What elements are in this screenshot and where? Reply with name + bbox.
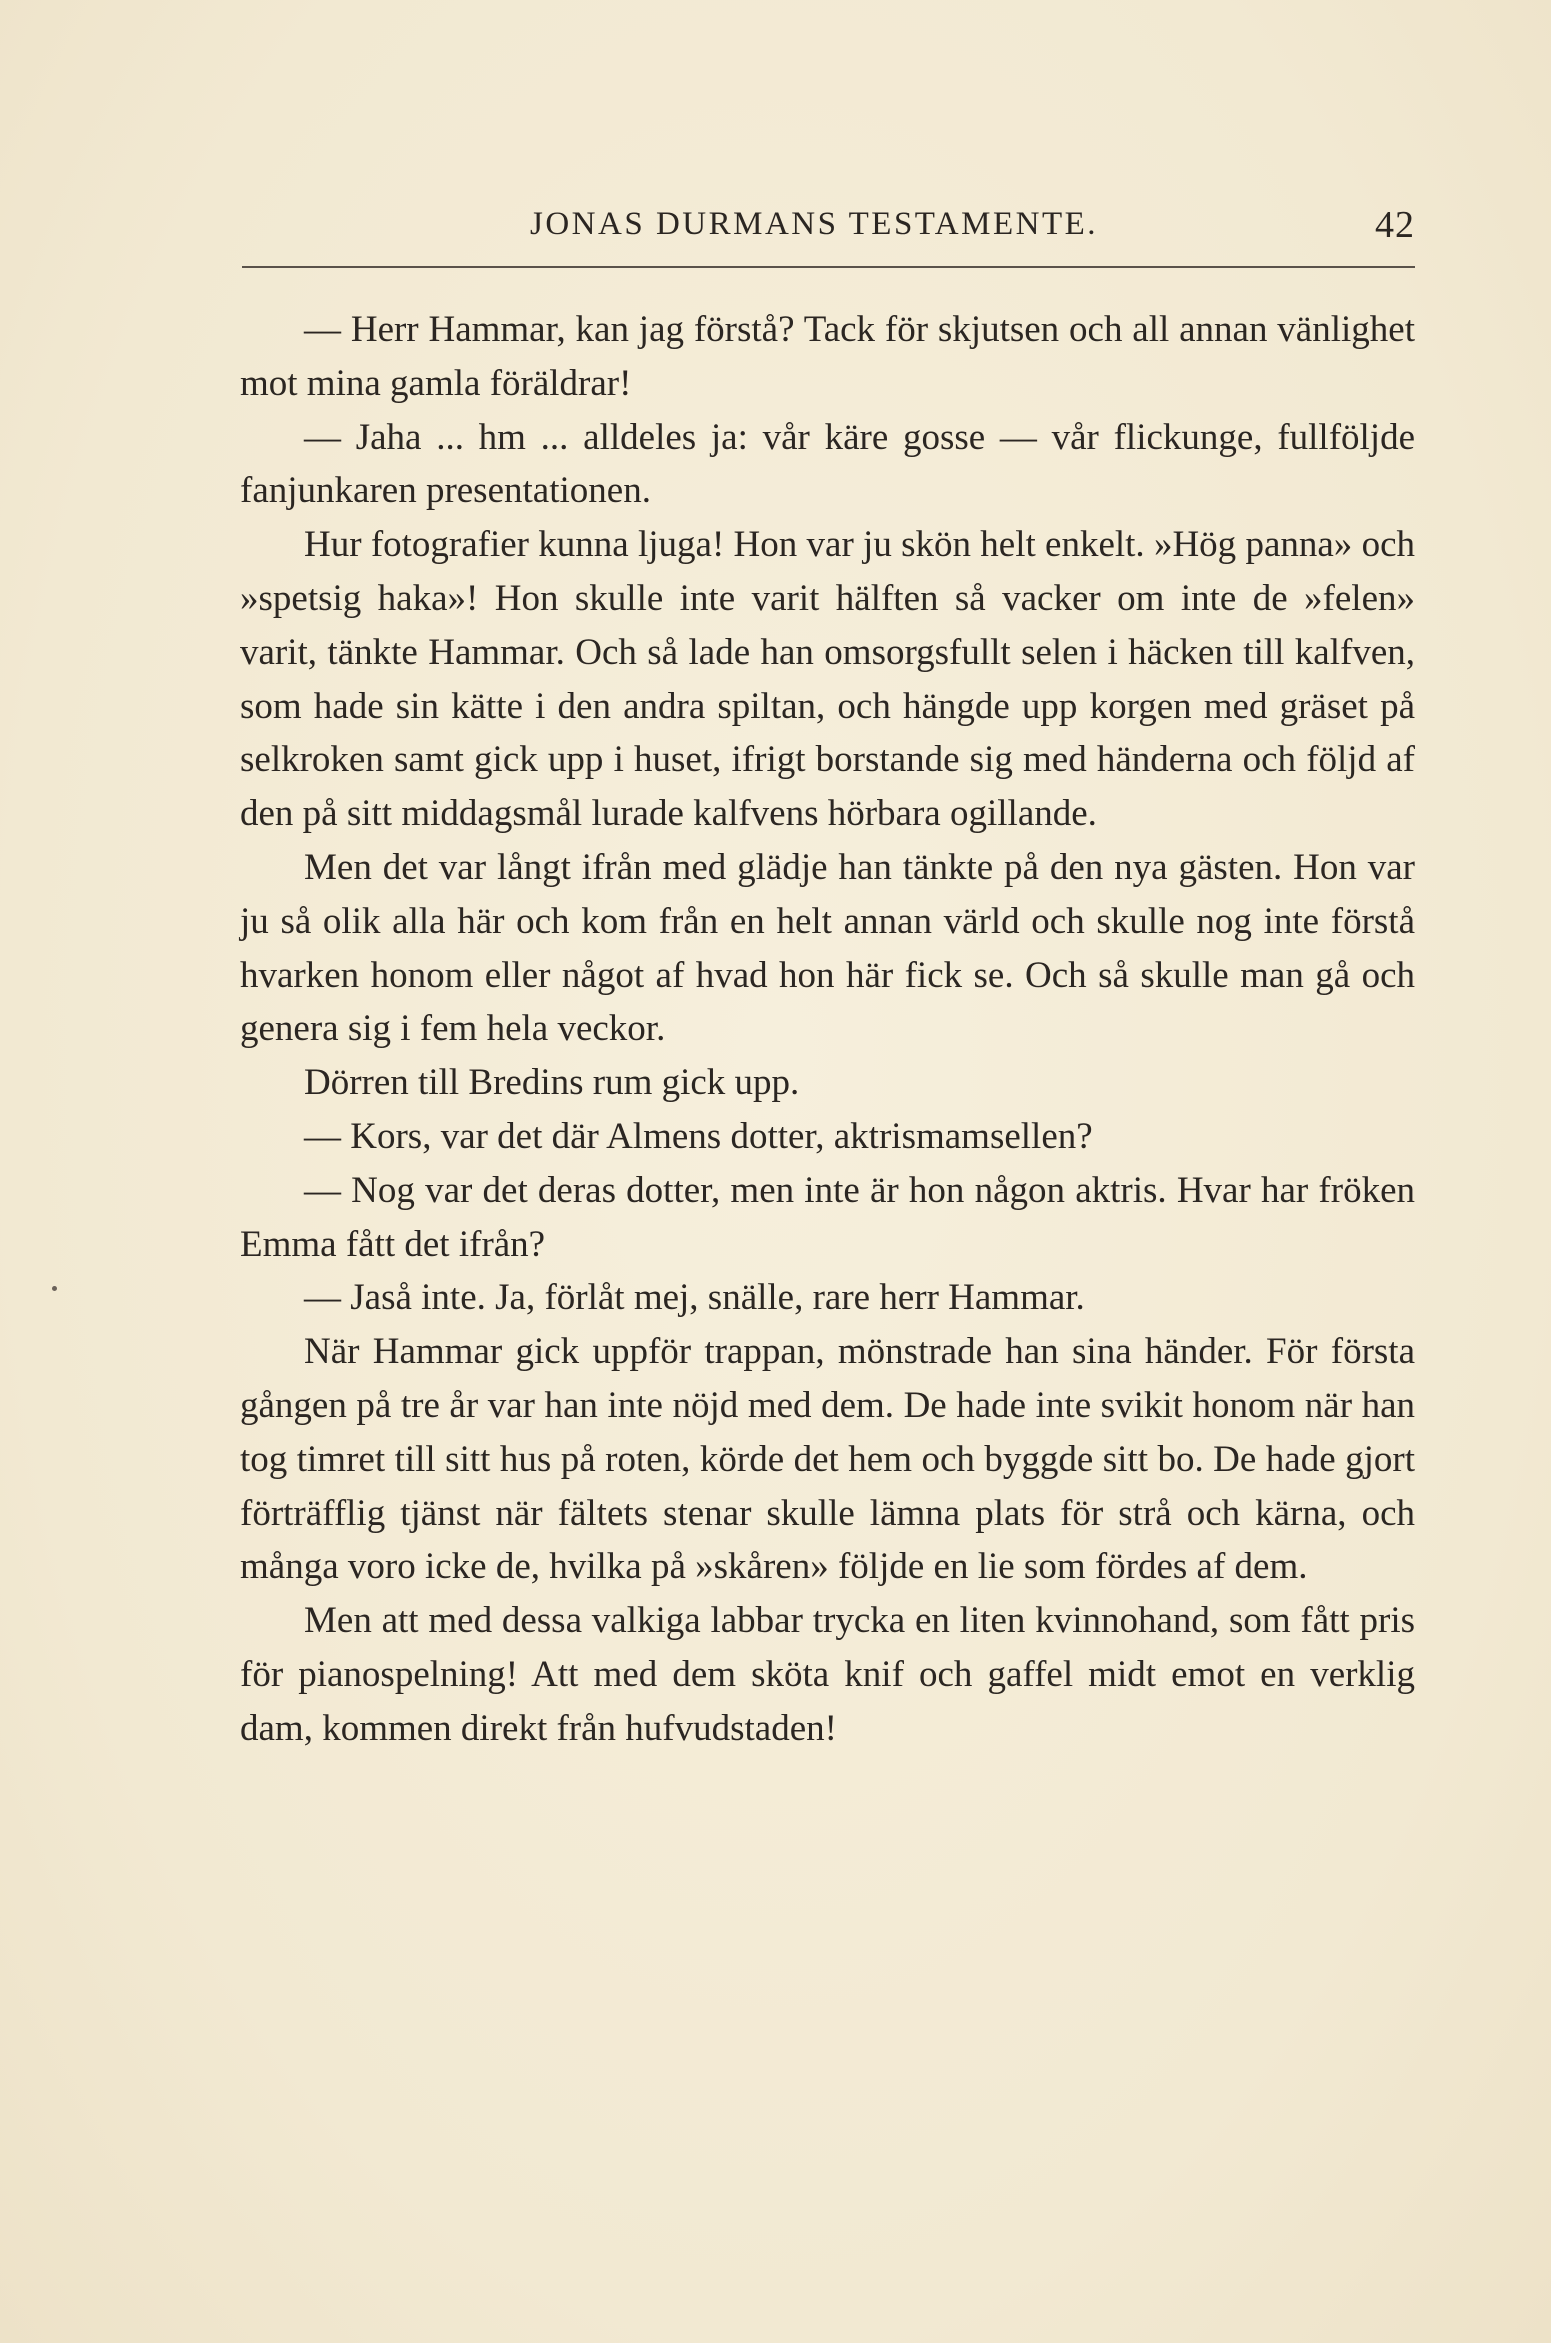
margin-speck	[52, 1286, 57, 1291]
header-rule	[242, 266, 1415, 268]
page-number: 42	[1375, 204, 1415, 246]
paragraph: — Nog var det deras dotter, men inte är hon någon aktris. Hvar har fröken Emma fått det ifrån?	[240, 1169, 1415, 1265]
paragraph: — Jaha ... hm ... alldeles ja: vår käre gosse — vår flickunge, fullföljde fanjunkaren presentationen.	[240, 416, 1415, 512]
body-text	[240, 303, 1415, 1756]
page-header	[240, 206, 1415, 256]
running-title: JONAS DURMANS TESTAMENTE.	[530, 206, 1099, 242]
paragraph: Men det var långt ifrån med glädje han tänkte på den nya gästen. Hon var ju så olik alla här och kom från en helt annan värld och skulle nog inte förstå hvarken honom eller något af hvad hon här fick se. Och så skulle man gå och genera sig i fem hela veckor.	[240, 846, 1415, 1050]
paragraph: — Kors, var det där Almens dotter, aktrismamsellen?	[304, 1115, 1093, 1157]
paragraph: — Herr Hammar, kan jag förstå? Tack för skjutsen och all annan vänlighet mot mina gamla föräldrar!	[240, 309, 1415, 404]
paragraph: Hur fotografier kunna ljuga! Hon var ju skön helt enkelt. »Hög panna» och »spetsig haka»! Hon skulle inte varit hälften så vacker om inte de »felen» varit, tänkte Hammar. Och så lade han omsorgsfullt selen i häcken till kalfven, som hade sin kätte i den andra spiltan, och hängde upp korgen med gräset på selkroken samt gick upp i huset, ifrigt borstande sig med händerna och följd af den på sitt middagsmål lurade kalfvens hörbara ogillande.	[240, 524, 1415, 835]
paragraph: När Hammar gick uppför trappan, mönstrade han sina händer. För första gången på tre år var han inte nöjd med dem. De hade inte svikit honom när han tog timret till sitt hus på roten, körde det hem och byggde sitt bo. De hade gjort förträfflig tjänst när fältets stenar skulle lämna plats för strå och kärna, och många voro icke de, hvilka på »skåren» följde en lie som fördes af dem.	[240, 1331, 1415, 1588]
paragraph: Dörren till Bredins rum gick upp.	[304, 1062, 800, 1104]
paragraph: Men att med dessa valkiga labbar trycka en liten kvinnohand, som fått pris för pianospelning! Att med dem sköta knif och gaffel midt emot en verklig dam, kommen direkt från hufvudstaden!	[240, 1600, 1415, 1749]
paragraph: — Jaså inte. Ja, förlåt mej, snälle, rare herr Hammar.	[304, 1277, 1085, 1319]
